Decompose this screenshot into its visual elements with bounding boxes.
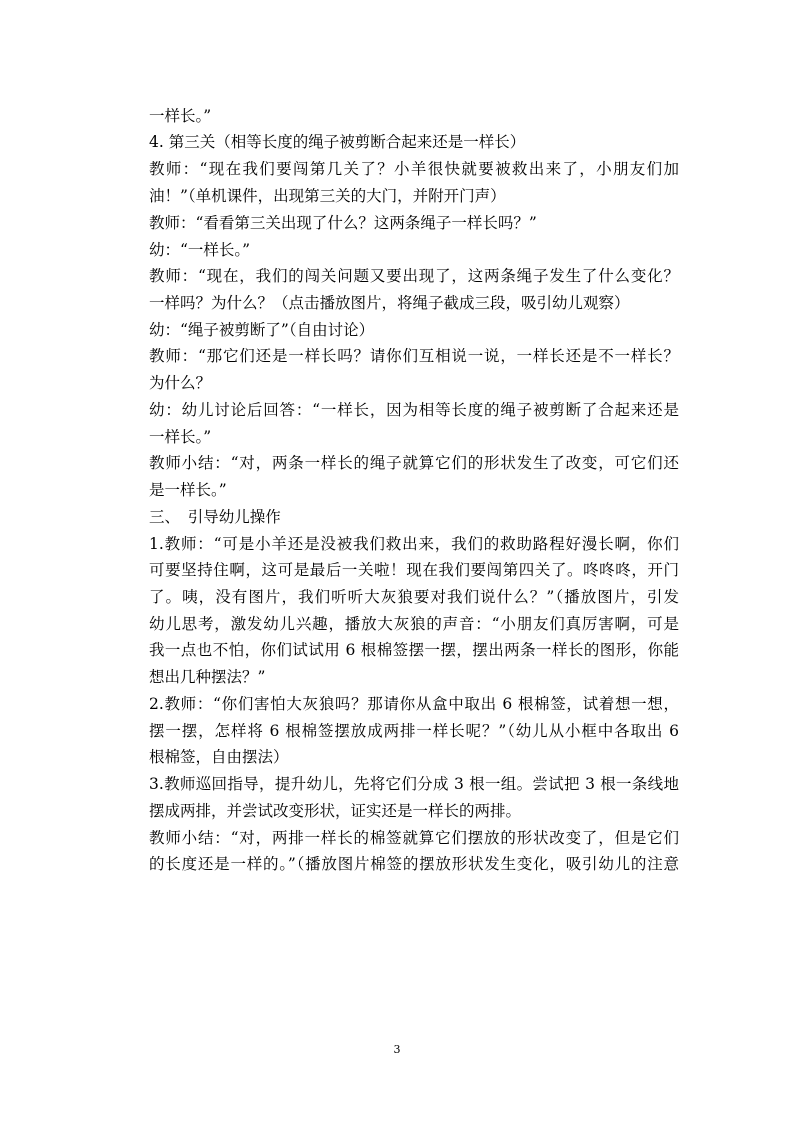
text-line: 可要坚持住啊，这可是最后一关啦！现在我们要闯第四关了。咚咚咚，开门	[149, 561, 679, 579]
text-line: 幼：“绳子被剪断了”（自由讨论）	[149, 321, 375, 339]
section-heading: 三、 引导幼儿操作	[149, 508, 281, 526]
text-line: 一样长。”	[149, 107, 212, 125]
text-line: 摆成两排，并尝试改变形状，证实还是一样长的两排。	[149, 802, 522, 820]
text-line: 是一样长。”	[149, 481, 227, 499]
text-line: 为什么？	[149, 374, 212, 392]
text-line: 幼：“一样长。”	[149, 241, 251, 259]
text-line: 一样吗？为什么？（点击播放图片，将绳子截成三段，吸引幼儿观察）	[149, 294, 630, 312]
text-line: 幼儿思考，激发幼儿兴趣，播放大灰狼的声音：“小朋友们真厉害啊，可是	[149, 615, 679, 633]
text-line: 教师：“现在我们要闯第几关了？小羊很快就要被救出来了，小朋友们加	[149, 160, 679, 178]
text-line: 我一点也不怕，你们试试用 6 根棉签摆一摆，摆出两条一样长的图形，你能	[149, 641, 679, 659]
text-line: 教师：“那它们还是一样长吗？请你们互相说一说，一样长还是不一样长？	[149, 347, 679, 365]
text-line: 1.教师：“可是小羊还是没被我们救出来，我们的救助路程好漫长啊，你们	[149, 535, 679, 553]
text-line: 的长度还是一样的。”（播放图片棉签的摆放形状发生变化，吸引幼儿的注意	[149, 855, 679, 873]
text-line: 教师：“现在，我们的闯关问题又要出现了，这两条绳子发生了什么变化？	[149, 267, 679, 285]
text-line: 油！”（单机课件，出现第三关的大门，并附开门声）	[149, 187, 506, 205]
text-line: 摆一摆，怎样将 6 根棉签摆放成两排一样长呢？”（幼儿从小框中各取出 6	[149, 722, 679, 740]
text-line: 2.教师：“你们害怕大灰狼吗？那请你从盒中取出 6 根棉签，试着想一想，	[149, 695, 679, 713]
text-line: 教师小结：“对，两条一样长的绳子就算它们的形状发生了改变，可它们还	[149, 454, 679, 472]
text-line: 教师：“看看第三关出现了什么？这两条绳子一样长吗？”	[149, 214, 537, 232]
page-number: 3	[393, 1043, 401, 1056]
text-line: 想出几种摆法？”	[149, 668, 266, 686]
text-line: 4. 第三关（相等长度的绳子被剪断合起来还是一样长）	[149, 133, 526, 151]
text-line: 一样长。”	[149, 428, 212, 446]
text-line: 根棉签，自由摆法）	[149, 748, 289, 766]
text-line: 幼：幼儿讨论后回答：“一样长，因为相等长度的绳子被剪断了合起来还是	[149, 401, 679, 419]
text-line: 教师小结：“对，两排一样长的棉签就算它们摆放的形状改变了，但是它们	[149, 829, 679, 847]
text-line: 了。咦，没有图片，我们听听大灰狼要对我们说什么？”（播放图片，引发	[149, 588, 679, 606]
text-line: 3.教师巡回指导，提升幼儿，先将它们分成 3 根一组。尝试把 3 根一条线地	[149, 775, 679, 793]
